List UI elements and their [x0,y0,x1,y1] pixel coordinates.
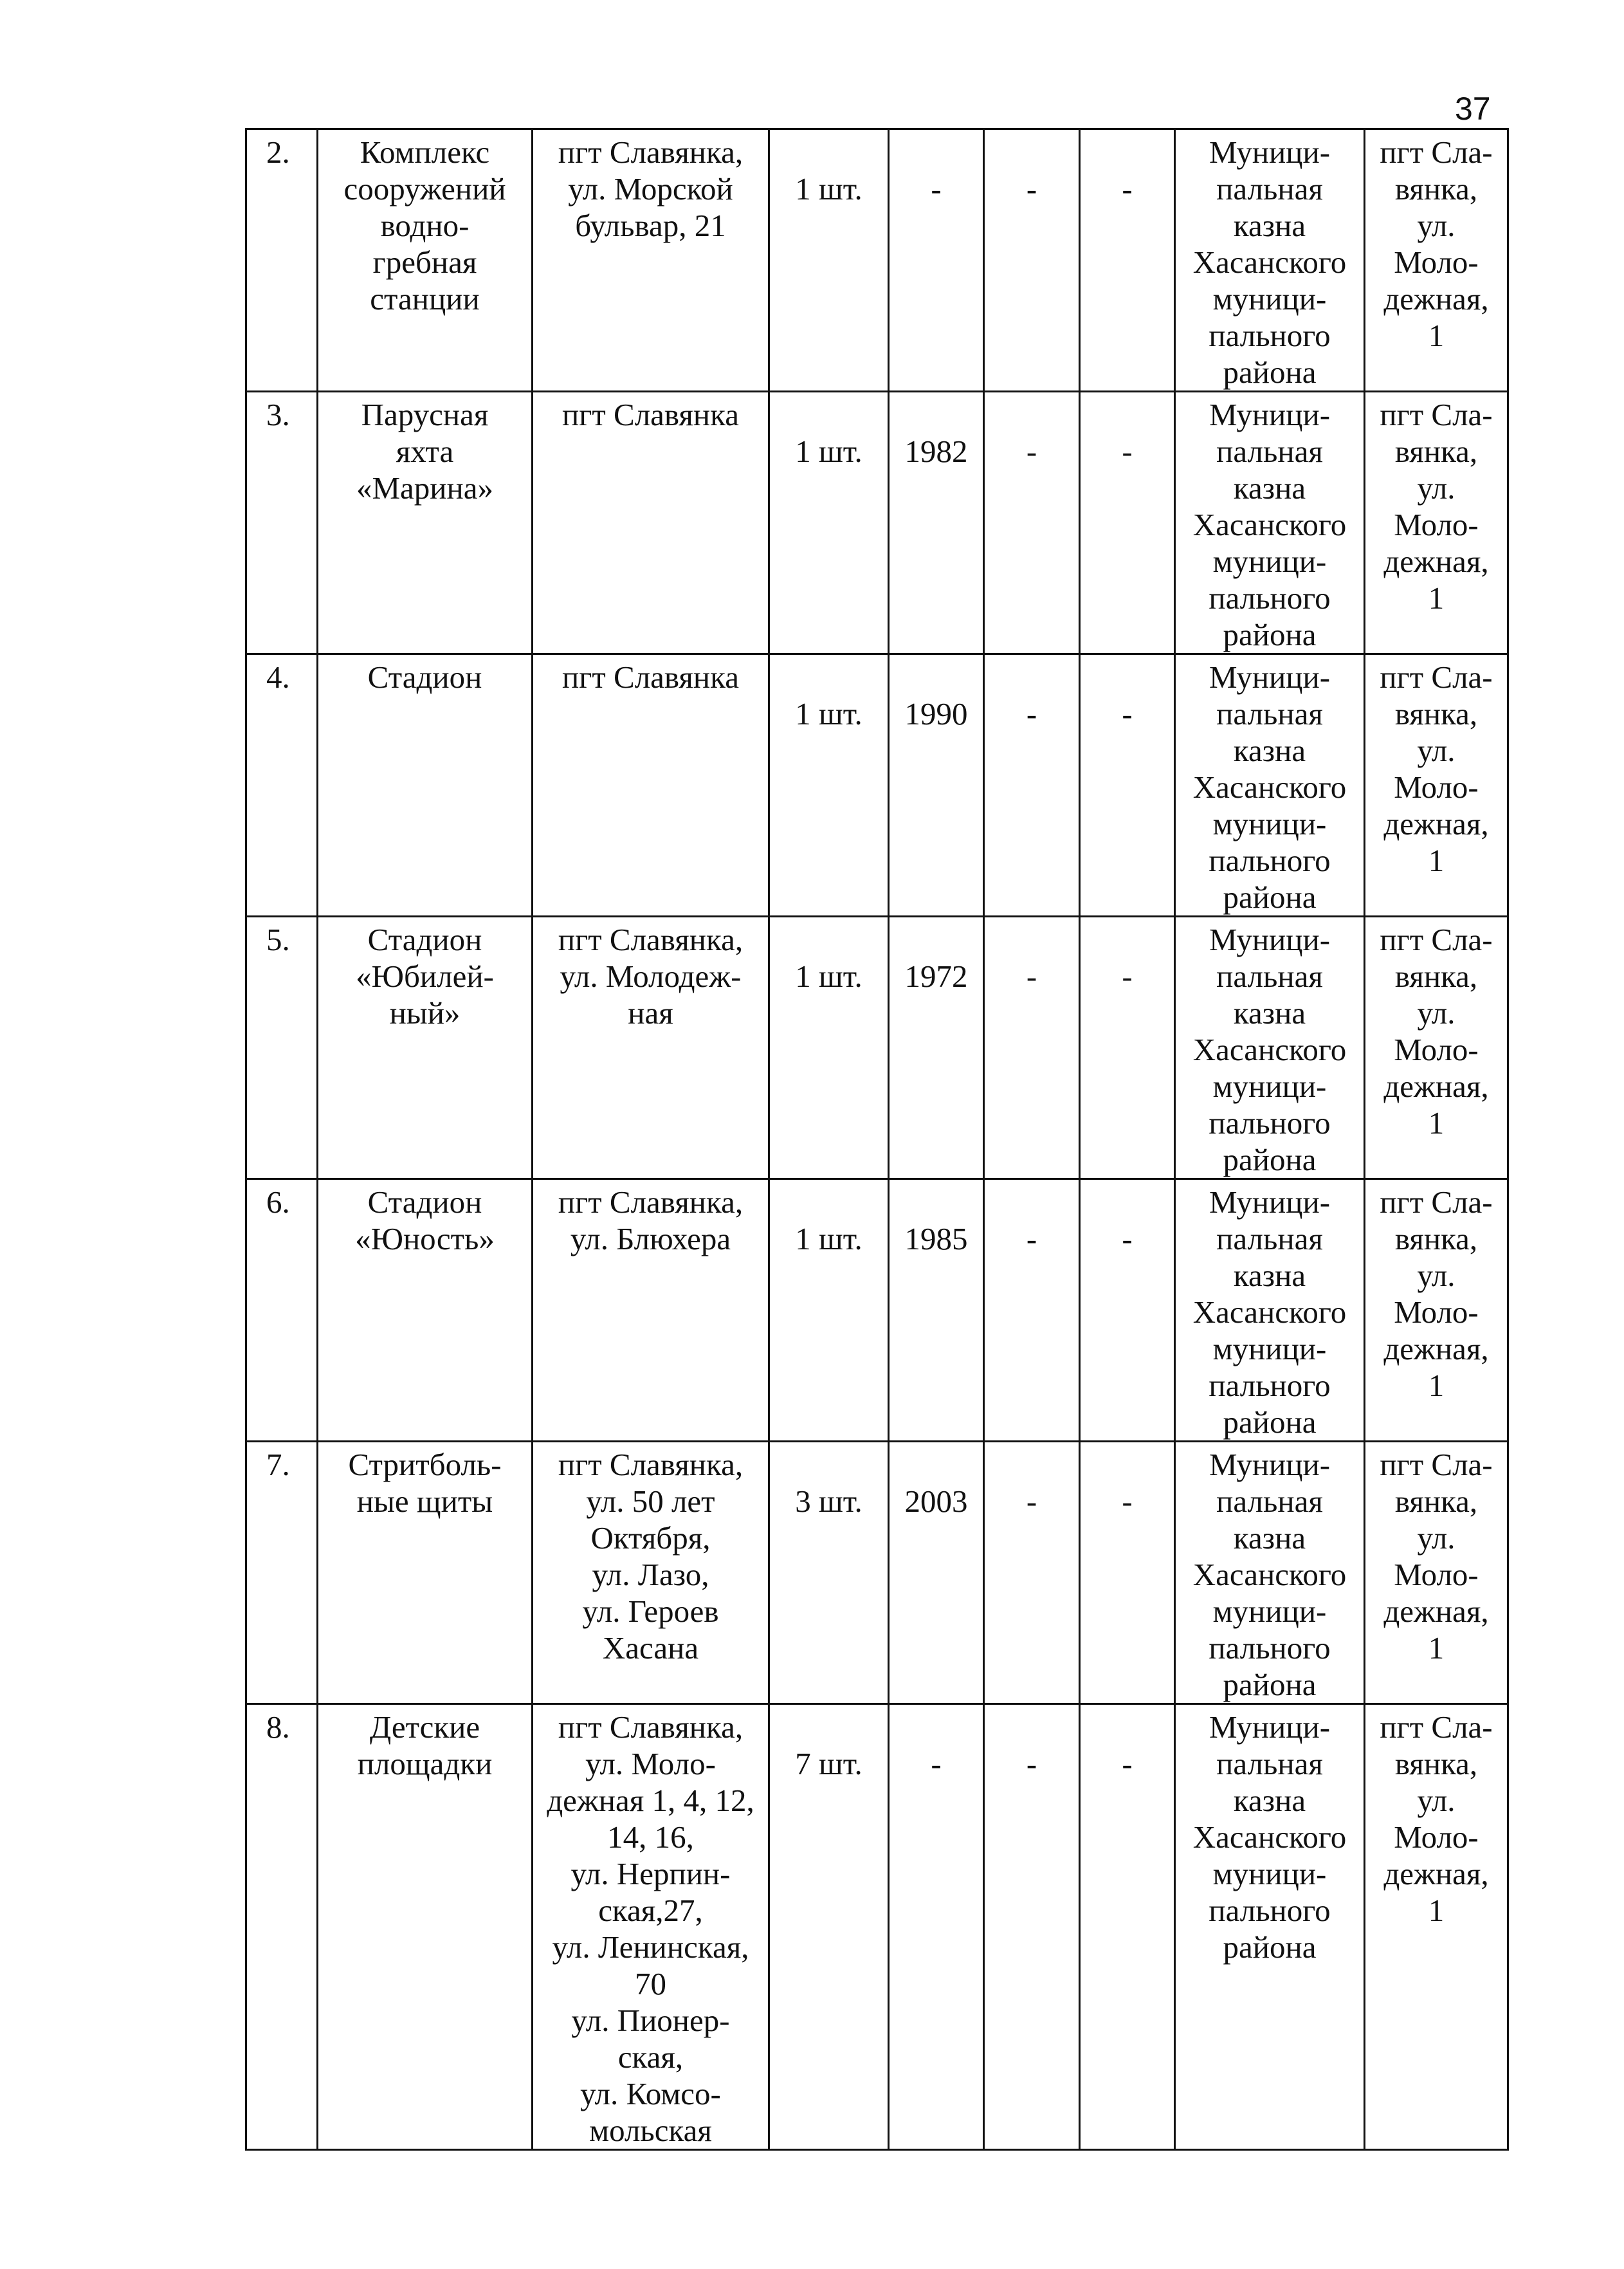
owner-cell: Муници- пальная казна Хасанского муници- пального района [1175,392,1365,654]
row-number-cell: 8. [246,1704,318,2150]
row-number-cell: 5. [246,917,318,1179]
table-row [246,1179,1508,1442]
quantity-cell: 1 шт. [769,917,889,1179]
object-address-cell: пгт Славянка [533,654,769,917]
column-6-value-cell: - [984,392,1080,654]
table-row [246,917,1508,1179]
row-number-cell: 7. [246,1442,318,1704]
table-row [246,654,1508,917]
column-7-value-cell: - [1080,392,1175,654]
table-row [246,1704,1508,2150]
row-number-cell: 6. [246,1179,318,1442]
column-7-value-cell: - [1080,1442,1175,1704]
year-cell: 1982 [889,392,984,654]
table-row [246,1442,1508,1704]
owner-cell: Муници- пальная казна Хасанского муници- пального района [1175,1179,1365,1442]
object-name-cell: Комплекс сооружений водно- гребная станции [318,129,533,392]
object-name-cell: Стадион [318,654,533,917]
quantity-cell: 1 шт. [769,1179,889,1442]
column-6-value-cell: - [984,917,1080,1179]
object-name-cell: Стадион «Юбилей- ный» [318,917,533,1179]
column-7-value-cell: - [1080,129,1175,392]
row-number-cell: 2. [246,129,318,392]
year-cell: 1990 [889,654,984,917]
column-6-value-cell: - [984,1179,1080,1442]
object-name-cell: Детские площадки [318,1704,533,2150]
owner-address-cell: пгт Сла- вянка, ул. Моло- дежная, 1 [1365,392,1508,654]
object-address-cell: пгт Славянка, ул. Блюхера [533,1179,769,1442]
quantity-cell: 1 шт. [769,654,889,917]
quantity-cell: 3 шт. [769,1442,889,1704]
owner-cell: Муници- пальная казна Хасанского муници- пального района [1175,129,1365,392]
column-6-value-cell: - [984,1442,1080,1704]
owner-address-cell: пгт Сла- вянка, ул. Моло- дежная, 1 [1365,129,1508,392]
owner-address-cell: пгт Сла- вянка, ул. Моло- дежная, 1 [1365,917,1508,1179]
owner-cell: Муници- пальная казна Хасанского муници- пального района [1175,1442,1365,1704]
object-name-cell: Парусная яхта «Марина» [318,392,533,654]
quantity-cell: 7 шт. [769,1704,889,2150]
owner-address-cell: пгт Сла- вянка, ул. Моло- дежная, 1 [1365,1442,1508,1704]
owner-address-cell: пгт Сла- вянка, ул. Моло- дежная, 1 [1365,1179,1508,1442]
property-table [245,128,1509,2151]
object-address-cell: пгт Славянка, ул. Молодеж- ная [533,917,769,1179]
object-address-cell: пгт Славянка, ул. Морской бульвар, 21 [533,129,769,392]
page-number: 37 [1455,91,1491,127]
table-row [246,392,1508,654]
column-6-value-cell: - [984,654,1080,917]
object-name-cell: Стритболь- ные щиты [318,1442,533,1704]
quantity-cell: 1 шт. [769,392,889,654]
column-6-value-cell: - [984,129,1080,392]
table-row [246,129,1508,392]
year-cell: 1985 [889,1179,984,1442]
quantity-cell: 1 шт. [769,129,889,392]
year-cell: - [889,1704,984,2150]
object-address-cell: пгт Славянка, ул. 50 лет Октября, ул. Лазо, ул. Героев Хасана [533,1442,769,1704]
column-7-value-cell: - [1080,654,1175,917]
year-cell: 2003 [889,1442,984,1704]
object-name-cell: Стадион «Юность» [318,1179,533,1442]
row-number-cell: 4. [246,654,318,917]
column-7-value-cell: - [1080,917,1175,1179]
owner-address-cell: пгт Сла- вянка, ул. Моло- дежная, 1 [1365,654,1508,917]
column-6-value-cell: - [984,1704,1080,2150]
column-7-value-cell: - [1080,1704,1175,2150]
owner-address-cell: пгт Сла- вянка, ул. Моло- дежная, 1 [1365,1704,1508,2150]
owner-cell: Муници- пальная казна Хасанского муници- пального района [1175,917,1365,1179]
year-cell: 1972 [889,917,984,1179]
year-cell: - [889,129,984,392]
column-7-value-cell: - [1080,1179,1175,1442]
owner-cell: Муници- пальная казна Хасанского муници- пального района [1175,654,1365,917]
row-number-cell: 3. [246,392,318,654]
object-address-cell: пгт Славянка, ул. Моло- дежная 1, 4, 12, 14, 16, ул. Нерпин- ская,27, ул. Ленинская, 70 ул. Пионер- ская, ул. Комсо- мольская [533,1704,769,2150]
object-address-cell: пгт Славянка [533,392,769,654]
owner-cell: Муници- пальная казна Хасанского муници- пального района [1175,1704,1365,2150]
